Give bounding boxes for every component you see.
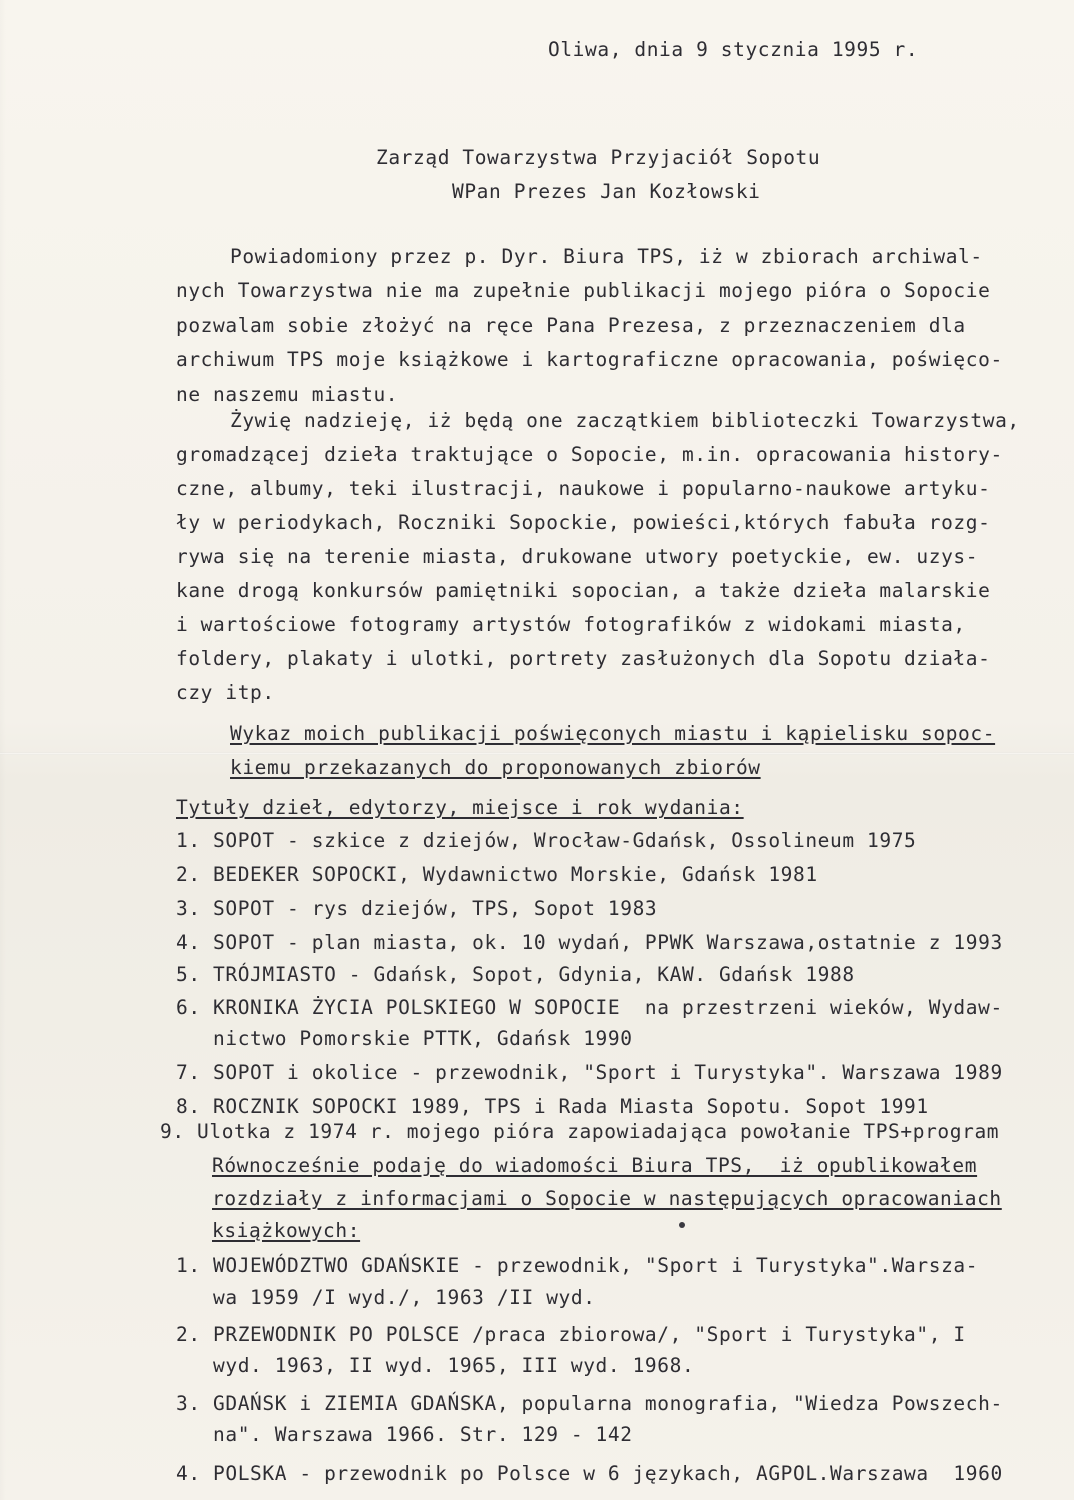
chapter-item: wa 1959 /I wyd./, 1963 /II wyd. [176,1286,596,1309]
paragraph2-line: czne, albumy, teki ilustracji, naukowe i popularno-naukowe artyku- [176,477,991,500]
publication-item: nictwo Pomorskie PTTK, Gdańsk 1990 [176,1027,633,1050]
chapter-item: wyd. 1963, II wyd. 1965, III wyd. 1968. [176,1354,695,1377]
paragraph1-line: archiwum TPS moje książkowe i kartograficzne opracowania, poświęco- [176,348,1003,371]
chapter-item: 3. GDAŃSK i ZIEMIA GDAŃSKA, popularna monografia, "Wiedza Powszech- [176,1392,1003,1415]
paragraph1-line: nych Towarzystwa nie ma zupełnie publikacji mojego pióra o Sopocie [176,279,991,302]
paragraph2-line: gromadzącej dzieła traktujące o Sopocie, m.in. opracowania history- [176,443,1003,466]
ink-dot [679,1222,685,1228]
paper-fold [0,752,1074,755]
publication-item: 9. Ulotka z 1974 r. mojego pióra zapowiadająca powołanie TPS+program [160,1120,1000,1143]
paragraph2-line: ły w periodykach, Roczniki Sopockie, powieści,których fabuła rozg- [176,511,991,534]
date-line: Oliwa, dnia 9 stycznia 1995 r. [548,38,919,61]
paragraph2-line: rywa się na terenie miasta, drukowane utwory poetyckie, ew. uzys- [176,545,979,568]
publication-item: 8. ROCZNIK SOPOCKI 1989, TPS i Rada Miasta Sopotu. Sopot 1991 [176,1095,929,1118]
paragraph3-line: rozdziały z informacjami o Sopocie w następujących opracowaniach [212,1187,1002,1210]
chapter-item: 2. PRZEWODNIK PO POLSCE /praca zbiorowa/, "Sport i Turystyka", I [176,1323,966,1346]
publication-item: 5. TRÓJMIASTO - Gdańsk, Sopot, Gdynia, KAW. Gdańsk 1988 [176,963,855,986]
addressee-line-2: WPan Prezes Jan Kozłowski [452,180,761,203]
addressee-line-1: Zarząd Towarzystwa Przyjaciół Sopotu [376,146,821,169]
list-heading-line: Wykaz moich publikacji poświęconych miastu i kąpielisku sopoc- [230,722,996,745]
paragraph1-line: Powiadomiony przez p. Dyr. Biura TPS, iż w zbiorach archiwal- [230,245,983,268]
publication-item: 3. SOPOT - rys dziejów, TPS, Sopot 1983 [176,897,658,920]
publication-item: 4. SOPOT - plan miasta, ok. 10 wydań, PPWK Warszawa,ostatnie z 1993 [176,931,1003,954]
publication-item: 7. SOPOT i okolice - przewodnik, "Sport i Turystyka". Warszawa 1989 [176,1061,1003,1084]
paragraph3-line: książkowych: [212,1219,361,1242]
paragraph2-line: Żywię nadzieję, iż będą one zaczątkiem biblioteczki Towarzystwa, [230,409,1020,432]
paragraph2-line: czy itp. [176,681,275,704]
paragraph2-line: i wartościowe fotogramy artystów fotografików z widokami miasta, [176,613,966,636]
chapter-item: 1. WOJEWÓDZTWO GDAŃSKIE - przewodnik, "Sport i Turystyka".Warsza- [176,1254,979,1277]
publication-item: 6. KRONIKA ŻYCIA POLSKIEGO W SOPOCIE na przestrzeni wieków, Wydaw- [176,996,1003,1019]
paragraph3-line: Równocześnie podaję do wiadomości Biura TPS, iż opublikowałem [212,1154,978,1177]
paragraph2-line: foldery, plakaty i ulotki, portrety zasłużonych dla Sopotu działa- [176,647,991,670]
publication-item: 1. SOPOT - szkice z dziejów, Wrocław-Gdańsk, Ossolineum 1975 [176,829,917,852]
paragraph1-line: ne naszemu miastu. [176,383,399,406]
paragraph2-line: kane drogą konkursów pamiętniki sopocian, a także dzieła malarskie [176,579,991,602]
publication-item: 2. BEDEKER SOPOCKI, Wydawnictwo Morskie, Gdańsk 1981 [176,863,818,886]
list-heading-line: kiemu przekazanych do proponowanych zbiorów [230,756,761,779]
titles-heading: Tytuły dzieł, edytorzy, miejsce i rok wydania: [176,796,744,819]
chapter-item: 4. POLSKA - przewodnik po Polsce w 6 językach, AGPOL.Warszawa 1960 [176,1462,1003,1485]
paragraph1-line: pozwalam sobie złożyć na ręce Pana Prezesa, z przeznaczeniem dla [176,314,966,337]
chapter-item: na". Warszawa 1966. Str. 129 - 142 [176,1423,633,1446]
